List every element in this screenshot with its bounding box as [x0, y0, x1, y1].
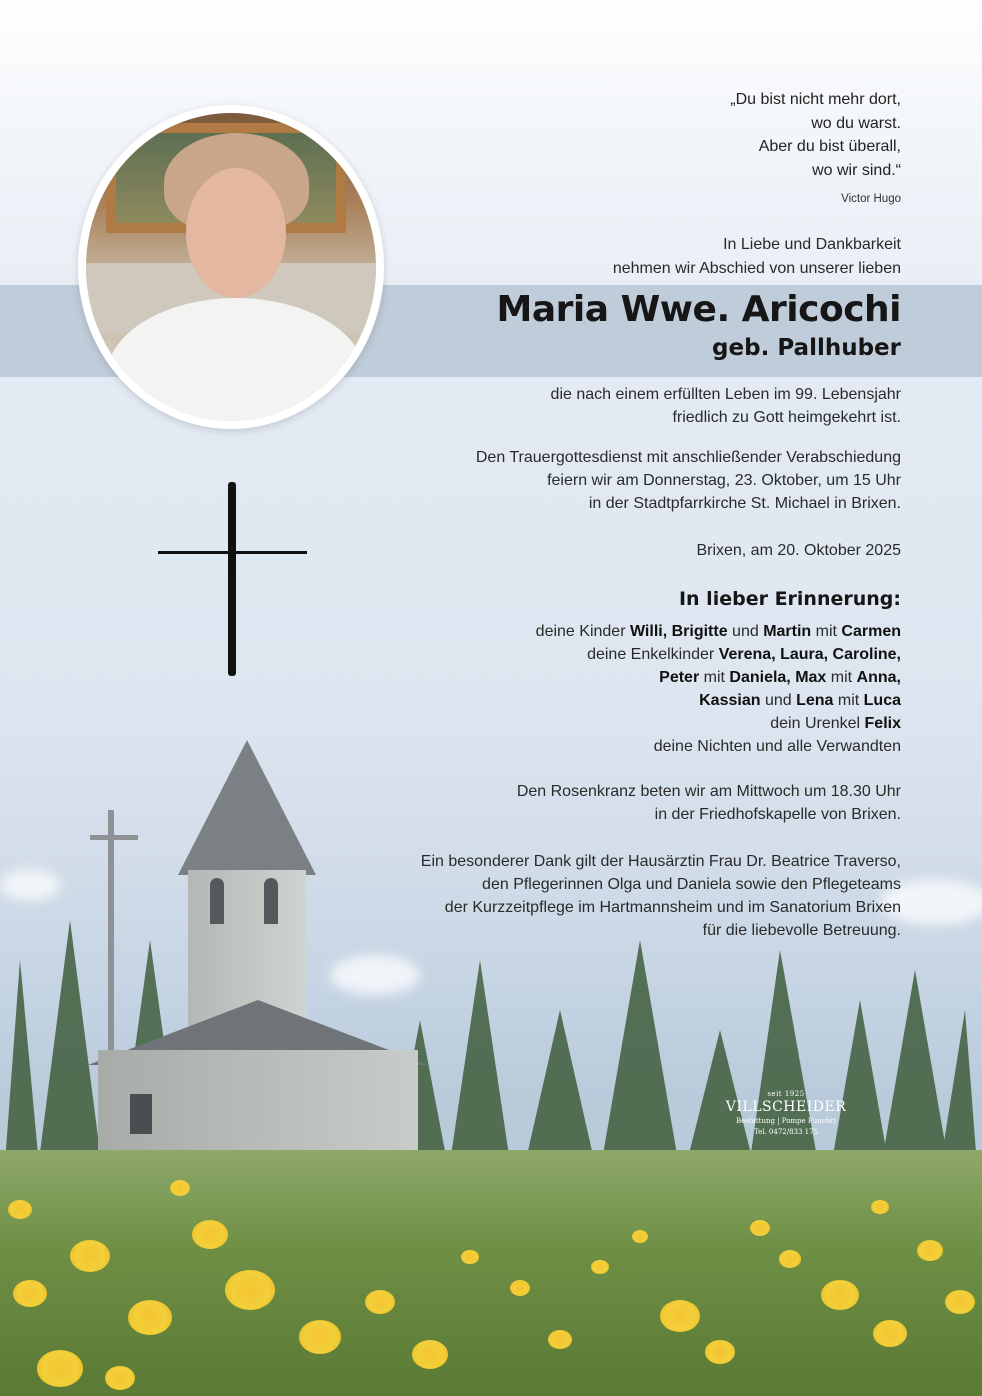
intro-line: In Liebe und Dankbarkeit [723, 236, 901, 253]
cross-icon-beam [158, 551, 307, 554]
text-line: für die liebevolle Betreuung. [702, 922, 901, 939]
photo-face [186, 168, 286, 298]
quote-line: „Du bist nicht mehr dort, [730, 91, 901, 108]
quote [730, 88, 901, 182]
place-date: Brixen, am 20. Oktober 2025 [696, 542, 901, 559]
family-line: Kassian und Lena mit Luca [699, 692, 901, 709]
text-line: in der Friedhofskapelle von Brixen. [654, 806, 901, 823]
family-list [536, 620, 901, 758]
flower [705, 1340, 735, 1364]
quote-line: wo du warst. [811, 114, 901, 132]
flower [13, 1280, 47, 1307]
family-line: dein Urenkel Felix [770, 715, 901, 732]
flower [779, 1250, 801, 1268]
flower [945, 1290, 975, 1314]
flower [510, 1280, 530, 1296]
intro-line: nehmen wir Abschied von unserer lieben [612, 259, 901, 277]
meadow [0, 1150, 982, 1396]
memory-heading: In lieber Erinnerung: [678, 588, 901, 610]
tower-window [210, 878, 224, 924]
text-line: feiern wir am Donnerstag, 23. Oktober, um 15 Uhr [547, 472, 901, 489]
life-paragraph [551, 383, 901, 429]
flower [873, 1320, 907, 1347]
flower [412, 1340, 448, 1369]
text-line: Den Trauergottesdienst mit anschließender Verabschiedung [475, 449, 901, 466]
intro-text [613, 233, 901, 280]
flower [548, 1330, 572, 1349]
quote-author: Victor Hugo [841, 193, 901, 205]
birth-name: geb. Pallhuber [712, 335, 901, 361]
text-line: Den Rosenkranz beten wir am Mittwoch um 18.30 Uhr [516, 783, 901, 800]
logo-subtitle: Bestattung | Pompe Funebri [735, 1117, 836, 1125]
text-line: in der Stadtpfarrkirche St. Michael in Brixen. [588, 495, 901, 512]
chapel-window [130, 1094, 152, 1134]
flower [8, 1200, 32, 1219]
cross-icon [228, 482, 236, 676]
flower [70, 1240, 110, 1272]
flower [365, 1290, 395, 1314]
chapel-tower-roof [178, 740, 316, 875]
quote-line: wo wir sind.“ [812, 161, 901, 179]
family-line: deine Enkelkinder Verena, Laura, Caroline, [587, 646, 901, 663]
flower [105, 1366, 135, 1390]
text-line: friedlich zu Gott heimgekehrt ist. [672, 409, 901, 426]
cloud [0, 870, 60, 900]
flower [299, 1320, 341, 1354]
text-line: der Kurzzeitpflege im Hartmannsheim und im Sanatorium Brixen [444, 899, 901, 916]
logo-since: seit 1925 [767, 1090, 805, 1098]
quote-line: Aber du bist überall, [758, 138, 901, 155]
wooden-cross-beam [90, 835, 138, 840]
portrait-photo [86, 113, 376, 421]
flower [632, 1230, 648, 1243]
portrait-frame [78, 105, 384, 429]
family-line: Peter mit Daniela, Max mit Anna, [659, 669, 901, 686]
flower [128, 1300, 172, 1335]
flower [192, 1220, 228, 1249]
flower [660, 1300, 700, 1332]
logo-brand: VILLSCHEIDER [725, 1099, 847, 1115]
funeral-home-logo [716, 1090, 856, 1136]
flower [37, 1350, 83, 1387]
thanks-paragraph [421, 850, 901, 942]
text-line: den Pflegerinnen Olga und Daniela sowie den Pflegeteams [482, 876, 901, 893]
text-line: Ein besonderer Dank gilt der Hausärztin Frau Dr. Beatrice Traverso, [420, 853, 901, 870]
text-line: die nach einem erfüllten Leben im 99. Lebensjahr [550, 386, 901, 403]
flower [750, 1220, 770, 1236]
flower [917, 1240, 943, 1261]
logo-phone: Tel. 0472/833 175 [753, 1128, 819, 1136]
tower-window [264, 878, 278, 924]
flower [225, 1270, 275, 1310]
flower [170, 1180, 190, 1196]
deceased-name: Maria Wwe. Aricochi [496, 289, 901, 330]
family-line: deine Nichten und alle Verwandten [653, 738, 901, 755]
rosary-paragraph [517, 780, 901, 826]
family-line: deine Kinder Willi, Brigitte und Martin mit Carmen [535, 623, 901, 640]
service-paragraph [476, 446, 901, 515]
